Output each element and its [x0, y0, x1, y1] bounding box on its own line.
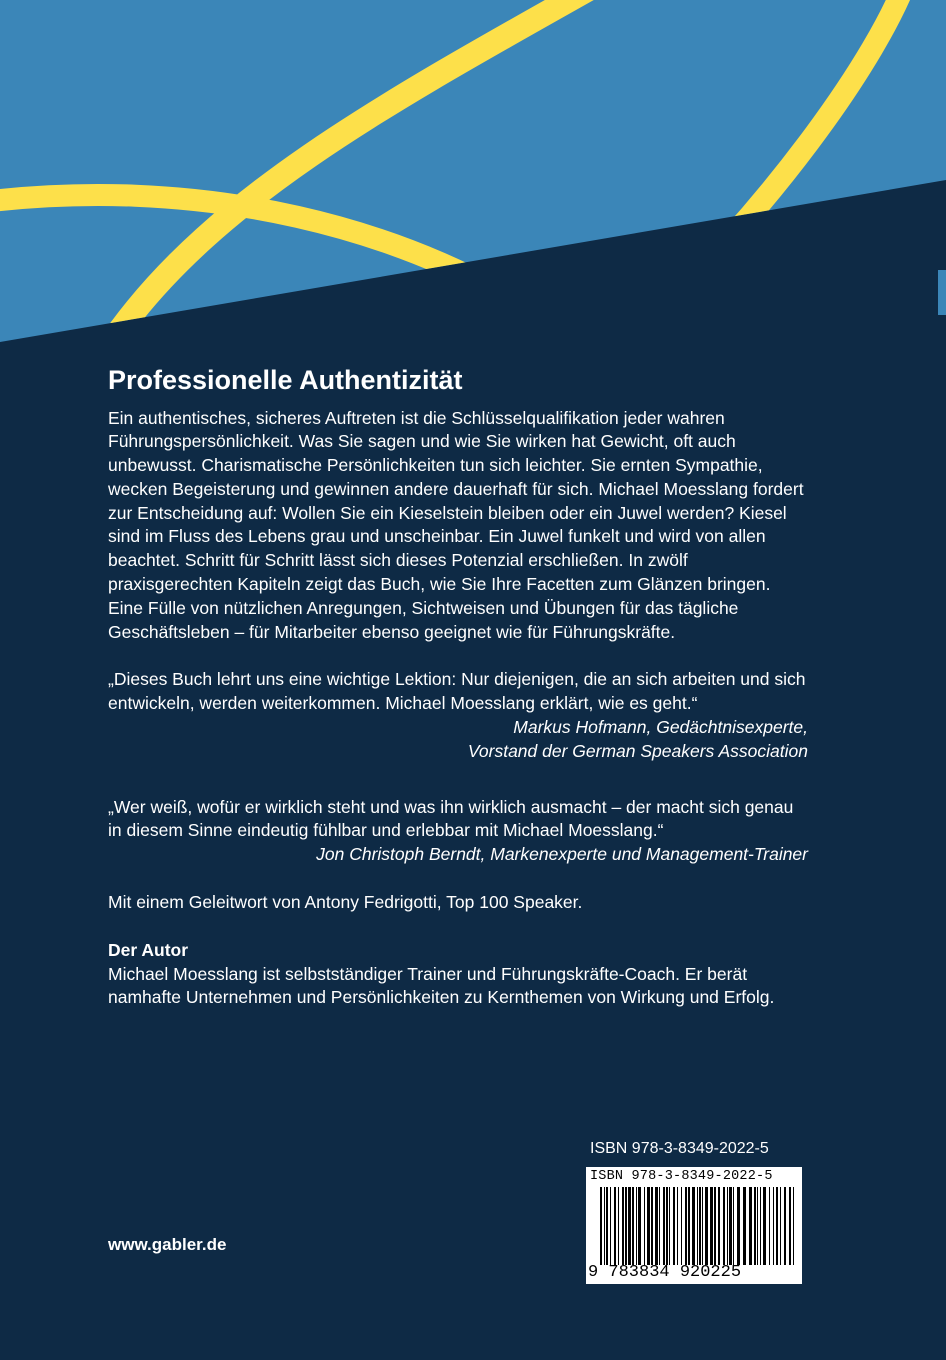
quote-1-attribution-1: Markus Hofmann, Gedächtnisexperte,: [513, 717, 808, 738]
barcode-bar: [733, 1187, 734, 1265]
isbn-barcode: [586, 1167, 802, 1284]
isbn-label: ISBN 978-3-8349-2022-5: [590, 1140, 769, 1157]
barcode-bar: [655, 1187, 658, 1265]
barcode-bar: [659, 1187, 660, 1265]
header-graphic: [0, 0, 946, 350]
barcode-bar: [727, 1187, 728, 1265]
barcode-bar: [600, 1187, 602, 1265]
barcode-bar: [622, 1187, 624, 1265]
barcode-bar: [769, 1187, 770, 1265]
barcode-bar: [780, 1187, 781, 1265]
barcode-bar: [681, 1187, 682, 1265]
back-cover-text: [108, 360, 808, 1010]
foreword-note: Mit einem Geleitwort von Antony Fedrigotti, Top 100 Speaker.: [108, 892, 583, 913]
barcode-bar: [628, 1187, 631, 1265]
barcode-bar: [618, 1187, 619, 1265]
barcode-bar: [705, 1187, 708, 1265]
barcode-bar: [773, 1187, 774, 1265]
barcode-bar: [749, 1187, 752, 1265]
book-title: Professionelle Authentizität: [108, 365, 463, 395]
barcode-bar: [697, 1187, 698, 1265]
barcode-bar: [789, 1187, 791, 1265]
quote-1-text: „Dieses Buch lehrt uns eine wichtige Lektion: Nur diejenigen, die an sich arbeiten und sich entwickeln, werden weiterkommen. Michael Moesslang erklärt, wie es geht.“: [108, 669, 806, 714]
barcode-bar: [692, 1187, 695, 1265]
barcode-bar: [677, 1187, 678, 1265]
barcode-bar: [644, 1187, 645, 1265]
barcode-bars: [600, 1187, 796, 1265]
barcode-bar: [669, 1187, 670, 1265]
barcode-bar: [673, 1187, 675, 1265]
barcode-bar: [610, 1187, 611, 1265]
barcode-isbn-text: ISBN 978-3-8349-2022-5: [590, 1169, 773, 1184]
barcode-bar: [714, 1187, 716, 1265]
quote-2: [108, 796, 808, 867]
barcode-bar: [763, 1187, 766, 1265]
barcode-bar: [614, 1187, 616, 1265]
quote-2-text: „Wer weiß, wofür er wirklich steht und was ihn wirklich ausmacht – der macht sich genau in diesem Sinne eindeutig fühlbar und erlebbar mit Michael Moesslang.“: [108, 796, 794, 841]
edge-mark: [938, 270, 946, 315]
barcode-bar: [666, 1187, 668, 1265]
barcode-bar: [702, 1187, 703, 1265]
barcode-bar: [636, 1187, 637, 1265]
barcode-bar: [632, 1187, 634, 1265]
barcode-bar: [718, 1187, 720, 1265]
intro-paragraph: Ein authentisches, sicheres Auftreten ist die Schlüsselqualifikation jeder wahren Führungspersönlichkeit. Was Sie sagen und wie Sie wirken hat Gewicht, oft auch unbewusst. Charismatische Persönlichkeiten tun sich leichter. Sie ernten Sympathie, wecken Begeisterung und gewinnen andere dauerhaft für sich. Michael Moesslang fordert zur Entscheidung auf: Wollen Sie ein Kieselstein bleiben oder ein Juwel werden? Kiesel sind im Fluss des Lebens grau und unscheinbar. Ein Juwel funkelt und wird von allen beachtet. Schritt für Schritt lässt sich dieses Potenzial erschließen. In zwölf praxisgerechten Kapiteln zeigt das Buch, wie Sie Ihre Facetten zum Glänzen bringen. Eine Fülle von nützlichen Anregungen, Sichtweisen und Übungen für das tägliche Geschäftsleben – für Mitarbeiter ebenso geeignet wie für Führungskräfte.: [108, 407, 804, 642]
barcode-bar: [754, 1187, 756, 1265]
barcode-bar: [625, 1187, 627, 1265]
barcode-bar: [647, 1187, 650, 1265]
barcode-bar: [723, 1187, 725, 1265]
barcode-bar: [699, 1187, 701, 1265]
barcode-bar: [663, 1187, 665, 1265]
barcode-bar: [729, 1187, 732, 1265]
barcode-bar: [710, 1187, 713, 1265]
author-heading: Der Autor: [108, 939, 189, 960]
quote-1: [108, 668, 808, 763]
barcode-bar: [760, 1187, 761, 1265]
barcode-bar: [757, 1187, 758, 1265]
barcode-bar: [688, 1187, 690, 1265]
barcode-bar: [793, 1187, 794, 1265]
barcode-bar: [638, 1187, 641, 1265]
barcode-number: 9 783834 920225: [588, 1263, 742, 1282]
quote-2-attribution: Jon Christoph Berndt, Markenexperte und Management-Trainer: [316, 844, 808, 865]
barcode-bar: [604, 1187, 605, 1265]
barcode-bar: [776, 1187, 778, 1265]
barcode-bar: [685, 1187, 687, 1265]
publisher-website: www.gabler.de: [108, 1235, 227, 1254]
quote-1-attribution-2: Vorstand der German Speakers Association: [467, 740, 808, 761]
barcode-bar: [743, 1187, 746, 1265]
barcode-bar: [651, 1187, 653, 1265]
barcode-bar: [784, 1187, 786, 1265]
author-bio: Michael Moesslang ist selbstständiger Trainer und Führungskräfte-Coach. Er berät namhafte Unternehmen und Persönlichkeiten zu Kernthemen von Wirkung und Erfolg.: [108, 963, 775, 1008]
barcode-bar: [606, 1187, 608, 1265]
barcode-bar: [737, 1187, 740, 1265]
